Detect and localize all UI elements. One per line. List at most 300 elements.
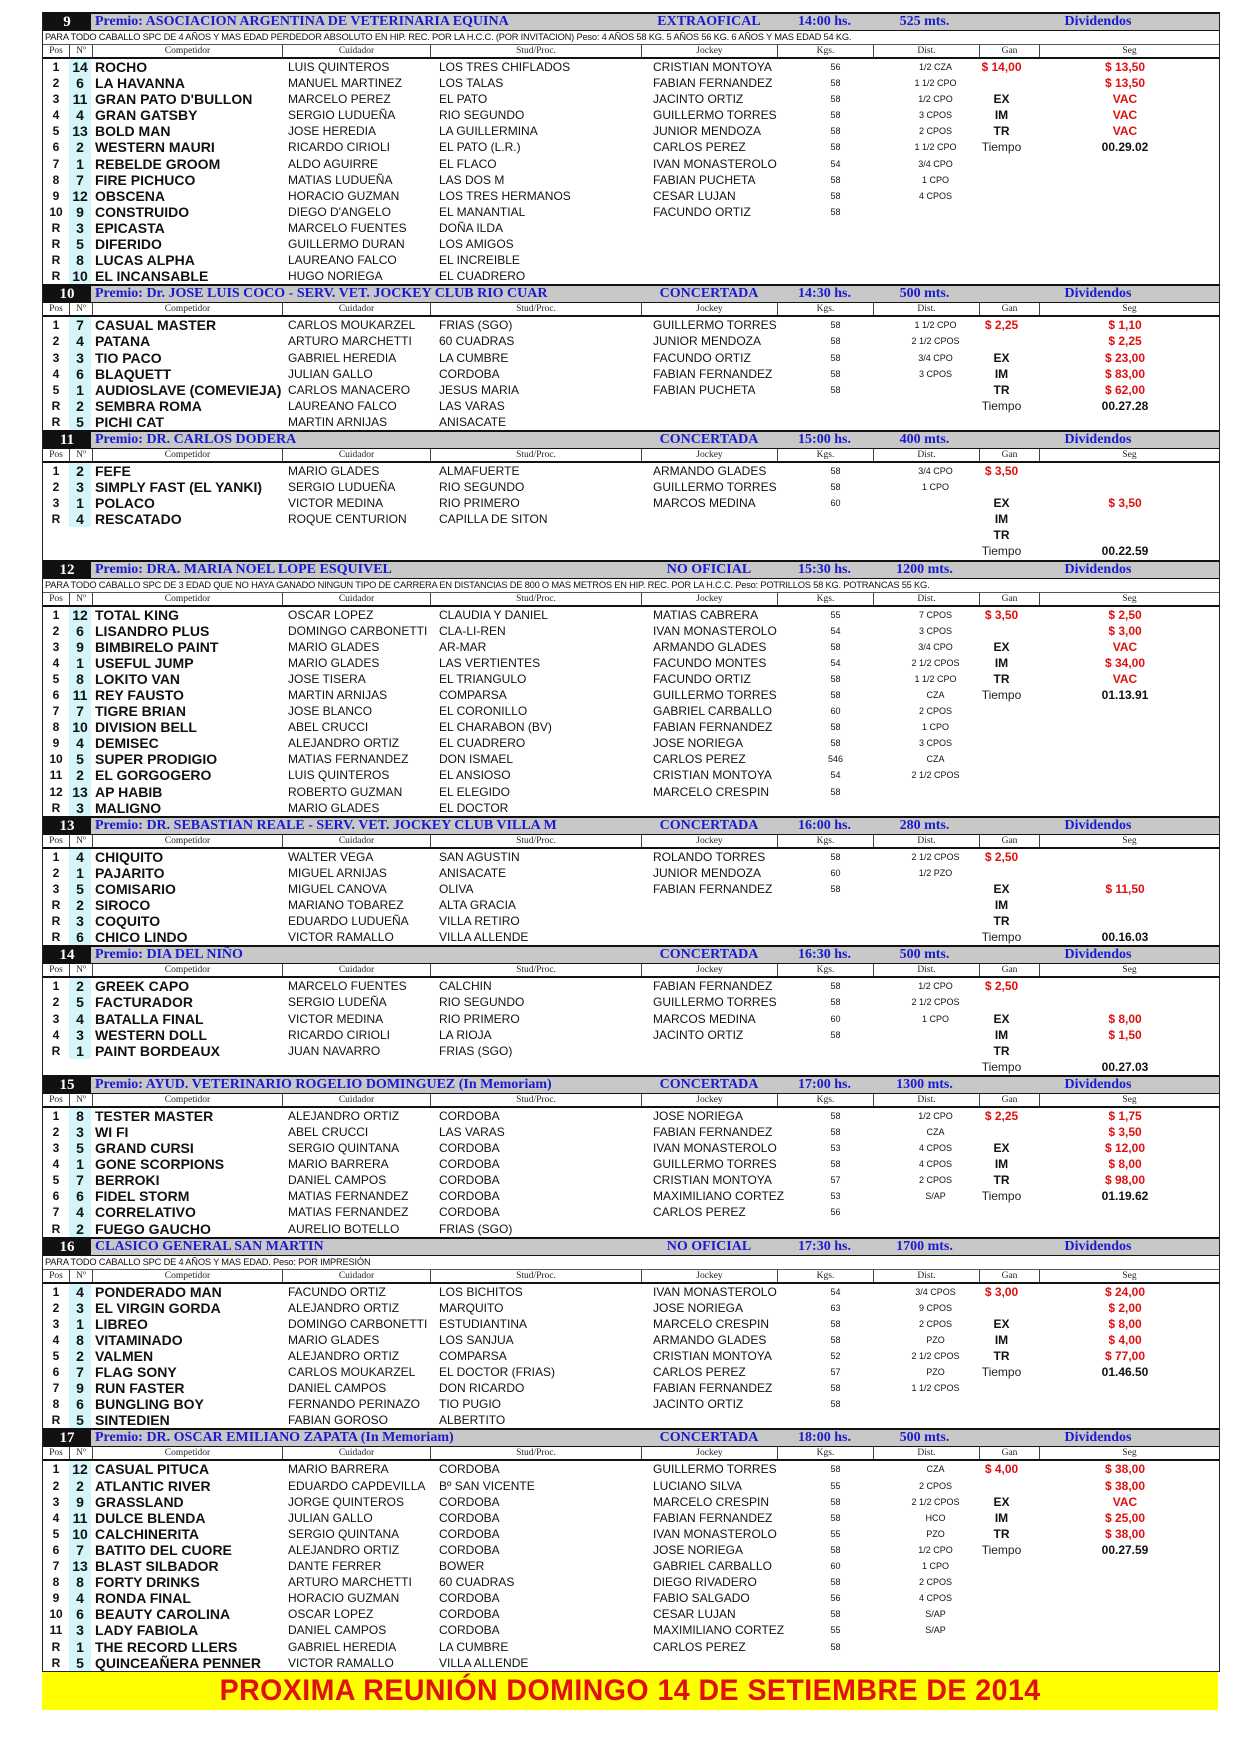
jockey-name: FACUNDO MONTES [653,655,767,670]
time-label: Tiempo [981,1365,1022,1380]
finish-position: R [51,1221,61,1236]
trifecta-dividend: VAC [1112,671,1138,686]
imperfecta-label: IM [994,1510,1009,1525]
saddle-number: 9 [69,639,91,655]
jockey-name: FABIAN FERNANDEZ [653,881,773,896]
col-place: Seg [1122,449,1137,460]
col-trainer: Cuidador [283,1447,431,1459]
dividends-heading: Dividendos [1064,561,1132,577]
weight-kg [788,1043,883,1059]
trifecta-dividend: $ 98,00 [1104,1173,1146,1188]
margin: 3 CPOS [918,110,952,121]
weight-kg [788,800,883,816]
saddle-number: 6 [69,1396,91,1412]
stud-name: VILLA ALLENDE [439,1655,529,1670]
stud-name: DON ISMAEL [439,752,514,767]
saddle-number: 5 [69,414,91,430]
col-number: Nº [70,964,93,976]
saddle-number: 9 [69,1380,91,1396]
jockey-name: FABIAN PUCHETA [653,382,756,397]
race-title: Premio: Dr. JOSE LUIS COCO - SERV. VET. JOCKEY CLUB RIO CUAR [95,286,548,302]
margin: 2 CPOS [918,706,952,717]
horse-name: FORTY DRINKS [95,1574,200,1591]
weight-kg: 60 [830,706,841,717]
imperfecta-dividend: $ 8,00 [1108,1157,1142,1172]
finish-position: 8 [52,1397,60,1412]
col-trainer: Cuidador [283,1270,431,1282]
margin: PZO [926,1334,945,1345]
race-distance: 400 mts. [899,431,950,447]
weight-kg: 58 [830,851,841,862]
race-distance: 1700 mts. [896,1238,953,1254]
dividends-heading: Dividendos [1064,431,1132,447]
win-dividend: $ 2,50 [984,979,1019,994]
finish-position: 11 [49,1623,63,1638]
next-meeting-banner [42,1672,1218,1710]
stud-name: CORDOBA [439,1494,500,1509]
finish-position: 4 [52,1510,60,1525]
entry-row [43,1204,1219,1220]
horse-name: LISANDRO PLUS [95,622,210,639]
stud-name: MARQUITO [439,1300,504,1315]
weight-kg: 58 [830,1383,841,1394]
saddle-number: 3 [69,220,91,236]
saddle-number: 3 [69,1124,91,1140]
margin [883,1204,988,1220]
place-dividend-2 [1031,994,1219,1010]
horse-name: ATLANTIC RIVER [95,1477,211,1494]
col-stud: Stud/Proc. [431,1447,642,1459]
margin: 1 CPO [921,174,949,185]
saddle-number: 8 [69,1574,91,1590]
jockey-name: CARLOS PEREZ [653,752,746,767]
trainer-name: LUIS QUINTEROS [288,768,390,783]
saddle-number: 3 [69,913,91,929]
margin: 1 1/2 CPO [914,673,957,684]
saddle-number: 7 [69,1364,91,1380]
col-weight: Kgs. [778,1447,874,1459]
margin: 1/2 PZO [918,867,953,878]
dividends-heading: Dividendos [1064,1076,1132,1092]
place-dividend-1 [1031,978,1219,994]
jockey-name [649,1412,788,1428]
stud-name: CORDOBA [439,366,500,381]
horse-name: TIO PACO [95,349,162,366]
stud-name: LA CUMBRE [439,1639,509,1654]
race-time: 17:00 hs. [798,1076,851,1092]
margin: 1 1/2 CPO [914,142,957,153]
trainer-name: DANTE FERRER [288,1559,382,1574]
margin: PZO [926,1367,945,1378]
race-time-result: 00.29.02 [1101,140,1149,155]
col-weight: Kgs. [778,593,874,605]
horse-name: TIGRE BRIAN [95,703,186,720]
trainer-name: JOSE TISERA [288,671,366,686]
race-block [43,284,1219,430]
race-type: CONCERTADA [659,817,759,833]
trainer-name: ARTURO MARCHETTI [288,1575,412,1590]
stud-name: LOS TALAS [439,76,504,91]
race-header [43,12,1219,31]
finish-position: 2 [52,865,60,880]
race-type: CONCERTADA [659,947,759,963]
trainer-name: MARIO GLADES [288,800,380,815]
race-time-result: 00.22.59 [1101,544,1149,559]
race-distance: 280 mts. [899,817,950,833]
stud-name: FRIAS (SGO) [439,1221,513,1236]
stud-name: CORDOBA [439,1623,500,1638]
weight-kg [788,220,883,236]
race-header [43,1075,1219,1094]
trainer-name: DOMINGO CARBONETTI [288,1316,428,1331]
col-pos: Pos [43,45,70,57]
col-competitor: Competidor [93,1270,283,1282]
trifecta-dividend: $ 77,00 [1104,1349,1146,1363]
stud-name: LOS BICHITOS [439,1284,523,1299]
weight-kg: 58 [830,368,841,379]
saddle-number: 7 [69,317,91,333]
trainer-name: ABEL CRUCCI [288,720,369,735]
horse-name: PAINT BORDEAUX [95,1042,220,1059]
weight-kg: 60 [830,498,841,509]
weight-kg: 58 [830,78,841,89]
saddle-number: 5 [69,881,91,897]
stud-name: EL CUADRERO [439,269,526,284]
stud-name: CLA-LI-REN [439,623,506,638]
horse-name: AP HABIB [95,783,163,800]
col-jockey: Jockey [642,964,778,976]
horse-name: SIMPLY FAST (EL YANKI) [95,479,263,496]
trainer-name: GABRIEL HEREDIA [288,1639,397,1654]
weight-kg: 58 [830,981,841,992]
trainer-name: DANIEL CAMPOS [288,1173,387,1188]
stud-name: EL INCREIBLE [439,253,520,268]
col-weight: Kgs. [778,964,874,976]
race-type: NO OFICIAL [666,1238,752,1254]
entries-list [43,849,1219,946]
race-time-result: 01.46.50 [1101,1365,1149,1380]
imperfecta-dividend: $ 34,00 [1104,655,1146,670]
margin: 1/2 CPO [918,94,953,105]
weight-kg: 58 [830,190,841,201]
finish-position: 7 [52,1205,60,1220]
stud-name: EL PATO [439,92,488,107]
finish-position: 1 [52,463,60,478]
weight-kg [788,897,883,913]
horse-name: THE RECORD LLERS [95,1638,238,1655]
margin [883,252,988,268]
entry-row [43,172,1219,188]
stud-name: EL ANSIOSO [439,768,511,783]
horse-name: LUCAS ALPHA [95,252,195,269]
horse-name: WESTERN DOLL [95,1026,207,1043]
col-win: Gan [980,1094,1040,1106]
race-type: CONCERTADA [659,431,759,447]
trainer-name: MATIAS FERNANDEZ [288,1189,409,1204]
trainer-name: JOSE HEREDIA [288,124,377,139]
win-dividend: $ 2,25 [984,318,1019,333]
margin: S/AP [925,1191,946,1202]
horse-name: DULCE BLENDA [95,1509,206,1526]
col-distance: Dist. [874,964,980,976]
jockey-name [649,913,788,929]
margin: S/AP [925,1609,946,1620]
trainer-name: HORACIO GUZMAN [288,1591,400,1606]
jockey-name: GABRIEL CARBALLO [653,1559,772,1574]
weight-kg: 58 [830,336,841,347]
horse-name: EL INCANSABLE [95,268,209,285]
stud-name: CORDOBA [439,1607,500,1622]
horse-name: REBELDE GROOM [95,155,221,172]
finish-position: 10 [49,752,63,767]
finish-position: 8 [52,172,60,187]
trainer-name: WALTER VEGA [288,849,374,864]
stud-name: RIO SEGUNDO [439,108,525,123]
dividends-heading: Dividendos [1064,14,1132,29]
race-number: 16 [43,1239,91,1255]
jockey-name [649,414,788,430]
stud-name: DOÑA ILDA [439,220,504,235]
jockey-name: MARCOS MEDINA [653,1011,756,1026]
race-title: Premio: DR. CARLOS DODERA [95,431,297,447]
jockey-name: FABIAN FERNANDEZ [653,1124,773,1139]
jockey-name: JACINTO ORTIZ [653,1027,744,1042]
margin: 2 1/2 CPOS [911,336,960,347]
weight-kg: 63 [830,1302,841,1313]
jockey-name: FABIAN FERNANDEZ [653,1510,773,1525]
entry-row [43,1396,1219,1412]
jockey-name [649,511,788,527]
race-block [43,12,1219,284]
exacta-dividend: $ 3,50 [1108,496,1142,511]
saddle-number: 6 [69,1606,91,1622]
race-type: EXTRAOFICAL [657,14,761,29]
trainer-name: SERGIO LUDUEÑA [288,108,396,123]
race-time-result: 00.27.03 [1101,1059,1149,1074]
stud-name: EL DOCTOR [439,800,509,815]
race-time: 14:00 hs. [798,14,851,29]
finish-position: 6 [52,140,60,155]
trifecta-label: TR [993,1043,1010,1058]
col-stud: Stud/Proc. [431,593,642,605]
col-stud: Stud/Proc. [431,964,642,976]
trainer-name: MARTIN ARNIJAS [288,688,388,702]
stud-name: LOS TRES CHIFLADOS [439,60,571,74]
imperfecta-label: IM [994,1027,1009,1042]
margin: 3/4 CPOS [915,1286,956,1297]
trainer-name: MARIO BARRERA [288,1462,389,1477]
race-type: NO OFICIAL [666,561,752,577]
trainer-name: VICTOR RAMALLO [288,1655,394,1670]
dividends-panel [972,607,1219,704]
col-competitor: Competidor [93,1447,283,1459]
horse-name: EPICASTA [95,219,165,236]
margin [883,1639,988,1655]
finish-position: 3 [52,92,60,107]
saddle-number: 5 [69,236,91,252]
col-jockey: Jockey [642,303,778,315]
weight-kg [788,1655,883,1671]
saddle-number: 1 [69,495,91,511]
saddle-number: 6 [69,929,91,945]
saddle-number: 2 [69,897,91,913]
finish-position: 5 [52,382,60,397]
saddle-number: 2 [69,1221,91,1237]
margin: 1/2 CPO [918,1110,953,1121]
weight-kg: 58 [830,482,841,493]
jockey-name: JACINTO ORTIZ [653,1397,744,1412]
column-header-row [43,449,1219,463]
weight-kg: 58 [830,1399,841,1410]
race-number: 11 [43,432,91,448]
dividends-panel [972,849,1219,946]
race-title: Premio: ASOCIACION ARGENTINA DE VETERINARIA EQUINA [95,14,509,29]
saddle-number: 2 [69,978,91,994]
margin: 2 1/2 CPOS [911,1496,960,1507]
weight-kg: 58 [830,206,841,217]
race-header [43,1237,1219,1256]
saddle-number: 7 [69,1542,91,1558]
stud-name: EL FLACO [439,156,497,171]
jockey-name [649,1655,788,1671]
margin: 7 CPOS [918,609,952,620]
margin: 2 1/2 CPOS [911,851,960,862]
finish-position: 2 [52,76,60,91]
stud-name: FRIAS (SGO) [439,318,513,333]
trifecta-dividend [1031,527,1219,543]
horse-name: CORRELATIVO [95,1204,196,1221]
race-number: 13 [43,818,91,834]
weight-kg: 58 [830,1110,841,1121]
race-title: Premio: DR. SEBASTIAN REALE - SERV. VET. JOCKEY CLUB VILLA M [95,817,557,833]
finish-position: 1 [52,1462,60,1477]
margin: 2 CPOS [918,1318,952,1329]
col-distance: Dist. [874,1094,980,1106]
finish-position: 7 [52,1381,60,1396]
dividends-heading: Dividendos [1064,1238,1132,1254]
finish-position: 4 [52,655,60,670]
col-distance: Dist. [874,593,980,605]
margin: 4 CPOS [918,1593,952,1604]
jockey-name: MARCELO CRESPIN [653,1494,770,1509]
horse-name: WI FI [95,1123,129,1140]
trainer-name: JULIAN GALLO [288,1510,373,1525]
dividends-panel [972,1108,1219,1205]
horse-name: ROCHO [95,59,148,75]
col-trainer: Cuidador [283,593,431,605]
finish-position: 7 [52,1559,60,1574]
horse-name: RONDA FINAL [95,1590,191,1607]
jockey-name: GUILLERMO TORRES [653,108,777,123]
entry-row [43,800,1219,816]
stud-name: ALBERTITO [439,1413,506,1428]
imperfecta-label: IM [994,655,1009,670]
finish-position: 4 [52,1332,60,1347]
race-distance: 525 mts. [899,14,950,29]
race-time-result: 01.19.62 [1101,1189,1149,1204]
horse-name: PICHI CAT [95,413,164,430]
finish-position: R [51,1043,61,1058]
horse-name: PAJARITO [95,864,165,881]
col-stud: Stud/Proc. [431,1270,642,1282]
place-dividend-2: $ 2,00 [1108,1300,1142,1315]
dividends-panel [972,1284,1219,1381]
saddle-number: 7 [69,1172,91,1188]
margin [883,1655,988,1671]
trainer-name: GUILLERMO DURAN [288,237,405,252]
finish-position: 7 [52,156,60,171]
place-dividend-1 [1031,463,1219,479]
jockey-name: LUCIANO SILVA [653,1478,742,1493]
jockey-name: DIEGO RIVADERO [653,1575,757,1590]
place-dividend-1: $ 38,00 [1104,1462,1146,1477]
horse-name: LIBREO [95,1315,148,1332]
race-number: 14 [43,947,91,963]
horse-name: BLAST SILBADOR [95,1558,219,1575]
finish-position: 3 [52,1011,60,1026]
weight-kg: 54 [830,657,841,668]
trainer-name: MARIO GLADES [288,655,380,670]
trainer-name: JUAN NAVARRO [288,1043,381,1058]
stud-name: CLAUDIA Y DANIEL [439,607,548,622]
stud-name: EL PATO (L.R.) [439,140,521,155]
stud-name: SAN AGUSTIN [439,849,520,864]
saddle-number: 5 [69,994,91,1010]
entry-row [43,735,1219,751]
finish-position: 3 [52,639,60,654]
trainer-name: RICARDO CIRIOLI [288,140,391,155]
finish-position: 2 [52,623,60,638]
trainer-name: LAUREANO FALCO [288,398,397,413]
saddle-number: 11 [69,687,91,703]
col-pos: Pos [43,1270,70,1282]
trainer-name: JULIAN GALLO [288,366,373,381]
trainer-name: SERGIO QUINTANA [288,1141,400,1156]
trainer-name: FERNANDO PERINAZO [288,1397,421,1412]
horse-name: CHIQUITO [95,848,164,865]
entry-row [43,1380,1219,1396]
col-place: Seg [1122,965,1137,976]
trainer-name: MIGUEL ARNIJAS [288,865,387,880]
weight-kg: 58 [830,320,841,331]
imperfecta-dividend: $ 25,00 [1104,1510,1146,1525]
col-place: Seg [1122,1094,1137,1105]
exacta-label: EX [993,1494,1010,1509]
saddle-number: 5 [69,1140,91,1156]
race-conditions: PARA TODO CABALLO SPC DE 4 AÑOS Y MAS EDAD. Peso: POR IMPRESIÓN [43,1256,1219,1270]
place-dividend-2: $ 3,50 [1108,1124,1142,1139]
trifecta-dividend: VAC [1112,124,1138,139]
trainer-name: MARTIN ARNIJAS [288,414,388,429]
saddle-number: 1 [69,1639,91,1655]
column-header-row [43,1270,1219,1284]
horse-name: CALCHINERITA [95,1525,199,1542]
horse-name: SEMBRA ROMA [95,397,202,414]
dividends-heading: Dividendos [1064,1430,1132,1446]
stud-name: CORDOBA [439,1591,500,1606]
jockey-name: MAXIMILIANO CORTEZ [653,1189,785,1204]
stud-name: OLIVA [439,881,474,896]
horse-name: CONSTRUIDO [95,203,190,220]
col-jockey: Jockey [642,1270,778,1282]
margin: 4 CPOS [918,1159,952,1170]
race-header [43,945,1219,964]
margin: 1 1/2 CPO [914,78,957,89]
col-number: Nº [70,1447,93,1459]
col-jockey: Jockey [642,1447,778,1459]
saddle-number: 13 [69,1558,91,1574]
col-win: Gan [980,593,1040,605]
